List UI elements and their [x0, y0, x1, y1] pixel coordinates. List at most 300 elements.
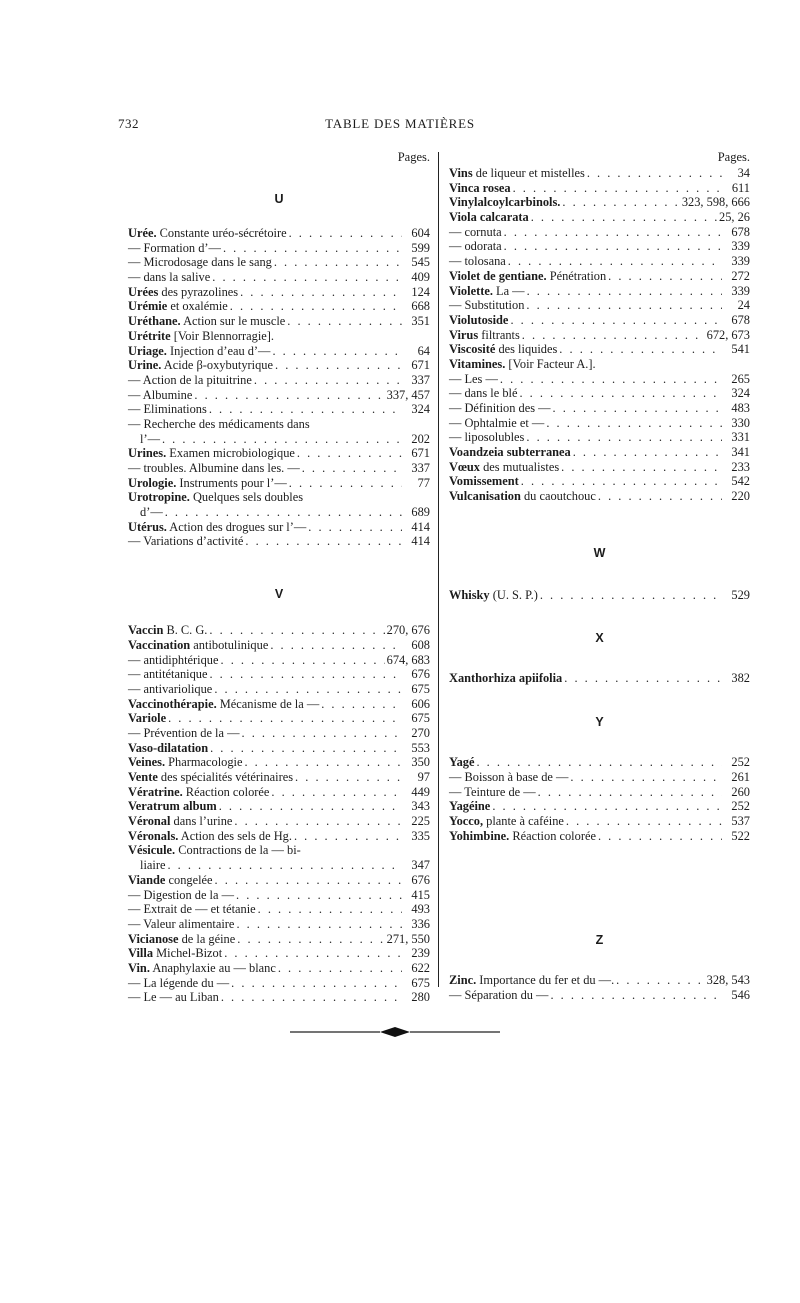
index-entry	[449, 829, 750, 844]
page-ref: 202	[411, 431, 430, 446]
entry-label	[449, 357, 596, 372]
page-ref: 553	[411, 740, 430, 755]
index-entry	[128, 241, 430, 256]
entry-label	[128, 697, 319, 712]
left-column	[128, 150, 430, 1005]
page-ref: 265	[731, 371, 750, 386]
page-ref: 678	[731, 224, 750, 239]
leader-dots	[212, 270, 402, 285]
page-ref: 522	[731, 828, 750, 843]
index-entry	[128, 697, 430, 712]
entry-text: antibotulinique	[190, 637, 269, 652]
section-spacer	[449, 947, 750, 973]
entry-head: Véronal	[128, 814, 171, 829]
entry-text: — tolosana	[449, 254, 506, 269]
entry-label	[449, 284, 525, 299]
entry-label	[449, 489, 596, 504]
index-entry	[128, 388, 430, 403]
index-entry	[449, 284, 750, 299]
index-entry	[128, 299, 430, 314]
page-ref: 330	[731, 415, 750, 430]
column-divider	[438, 152, 439, 987]
page-ref: 671	[411, 446, 430, 461]
section-spacer	[449, 504, 750, 546]
entry-label	[128, 226, 287, 241]
leader-dots	[492, 799, 722, 814]
page-ref: 409	[411, 270, 430, 285]
page-ref: 271, 550	[386, 931, 430, 946]
page-number: 732	[118, 116, 139, 131]
entry-label	[449, 195, 560, 210]
leader-dots	[587, 166, 722, 181]
entry-label	[449, 755, 474, 770]
page-ref: 545	[411, 255, 430, 270]
entry-label	[128, 270, 210, 285]
page-ref: 483	[731, 401, 750, 415]
page-ref: 622	[411, 960, 430, 975]
page-ref: 331	[731, 430, 750, 445]
page-ref: 546	[731, 988, 750, 1002]
section-spacer	[128, 166, 430, 192]
entry-head: Vinylalcoylcarbinols.	[449, 195, 561, 210]
leader-dots	[522, 328, 705, 343]
entry-text: Anaphylaxie au — blanc	[149, 960, 276, 975]
entry-text: Quelques sels doubles	[189, 490, 304, 505]
entry-head: Xanthorhiza apiifolia	[449, 670, 563, 685]
page-ref: 34	[737, 166, 750, 180]
index-entry	[128, 961, 430, 976]
index-entry	[128, 226, 430, 241]
leader-dots	[302, 461, 402, 476]
entry-text: — liposolubles	[449, 430, 525, 445]
entry-text: du caoutchouc	[520, 489, 596, 504]
entry-head: Urologie.	[128, 475, 177, 490]
entry-label	[128, 711, 166, 726]
leader-dots	[240, 285, 402, 300]
index-entry	[128, 446, 430, 461]
entry-label	[128, 476, 287, 491]
page-ref: 676	[411, 872, 430, 887]
leader-dots	[221, 990, 402, 1005]
entry-text: — La légende du —	[128, 975, 230, 990]
entry-label	[449, 313, 508, 328]
index-entry	[128, 490, 430, 505]
leader-dots	[242, 726, 403, 741]
index-entry	[449, 671, 750, 686]
section-letter-w: W	[593, 545, 606, 560]
page-ref: 689	[411, 505, 430, 520]
entry-text: Examen microbiologique	[166, 446, 295, 461]
page-ref: 341	[731, 445, 750, 460]
index-entry	[449, 328, 750, 343]
entry-label	[128, 417, 310, 432]
page-ref: 323, 598, 666	[681, 195, 750, 210]
index-entry	[449, 445, 750, 460]
entry-label	[449, 474, 519, 489]
leader-dots	[570, 770, 722, 785]
leader-dots	[275, 358, 402, 373]
leader-dots	[294, 829, 402, 844]
entry-label	[128, 255, 272, 270]
index-entry	[128, 358, 430, 373]
entry-label	[128, 329, 274, 344]
page-ref: 529	[731, 587, 750, 602]
index-entry	[128, 888, 430, 903]
index-entry	[128, 329, 430, 344]
leader-dots	[244, 755, 402, 770]
index-entry	[128, 255, 430, 270]
entry-head: Urémie	[128, 299, 168, 314]
section-letter-z: Z	[595, 933, 604, 948]
page-ref: 542	[731, 474, 750, 489]
index-entry	[449, 588, 750, 603]
page-ref: 537	[731, 813, 750, 828]
page-ref: 493	[411, 902, 430, 917]
index-entry	[128, 829, 430, 844]
page-ref: 337	[411, 372, 430, 387]
page-ref: 324	[411, 402, 430, 417]
index-entry	[128, 843, 430, 858]
page-ref: 608	[411, 637, 430, 652]
entry-label	[449, 460, 559, 475]
entry-label	[449, 785, 536, 800]
entry-text: — Formation d’—	[128, 240, 221, 255]
running-title: TABLE DES MATIÈRES	[325, 116, 475, 131]
page-ref: 449	[411, 784, 430, 799]
section-letter-x: X	[595, 630, 604, 645]
index-entry	[449, 254, 750, 269]
entry-label	[128, 534, 243, 549]
entry-text: — dans le blé	[449, 386, 518, 401]
page-ref: 124	[411, 284, 430, 299]
leader-dots	[510, 313, 722, 328]
leader-dots	[561, 460, 722, 475]
entry-label	[449, 588, 538, 603]
page-ref: 678	[731, 312, 750, 327]
index-entry	[449, 489, 750, 504]
leader-dots	[573, 445, 722, 460]
entry-text: (U. S. P.)	[489, 587, 538, 602]
leader-dots	[526, 430, 722, 445]
entry-text: d’—	[140, 505, 163, 520]
entry-label	[128, 638, 268, 653]
index-entry	[449, 181, 750, 196]
entry-text: — antitétanique	[128, 667, 208, 682]
page-ref: 252	[731, 755, 750, 770]
index-entry	[128, 314, 430, 329]
leader-dots	[608, 269, 722, 284]
entry-head: Voandzeia subterranea	[449, 445, 571, 460]
index-entry	[449, 313, 750, 328]
page-ref: 414	[411, 519, 430, 534]
leader-dots	[231, 976, 402, 991]
entry-text: — Prévention de la —	[128, 725, 240, 740]
index-entry	[128, 417, 430, 432]
index-entry	[449, 342, 750, 357]
entry-text: Michel-Bizot	[153, 946, 223, 961]
leader-dots	[513, 181, 722, 196]
entry-text: — dans la salive	[128, 270, 211, 285]
entry-text: Action sur le muscle	[180, 314, 286, 329]
page-ref: 675	[411, 681, 430, 696]
leader-dots	[272, 344, 402, 359]
entry-label	[128, 623, 207, 638]
entry-label	[128, 358, 273, 373]
entry-label	[128, 388, 192, 403]
leader-dots	[194, 388, 384, 403]
entry-head: Vins	[449, 166, 473, 180]
entry-text: Réaction colorée	[182, 784, 270, 799]
entry-label	[128, 976, 229, 991]
leader-dots	[236, 917, 402, 932]
entry-label	[128, 285, 238, 300]
index-entry	[128, 623, 430, 638]
entry-text: — Boisson à base de —	[449, 769, 569, 784]
index-entry	[449, 239, 750, 254]
entry-text: Action des sels de Hg.	[178, 828, 292, 843]
index-entry	[128, 902, 430, 917]
entry-head: Uriage.	[128, 343, 167, 358]
index-entry	[449, 785, 750, 800]
page-ref: 343	[411, 799, 430, 814]
entry-text: — Action de la pituitrine	[128, 372, 252, 387]
entry-text: des mutualistes	[479, 459, 560, 474]
entry-label	[128, 653, 219, 668]
index-entry	[449, 386, 750, 401]
leader-dots	[165, 505, 402, 520]
entry-text: — Ophtalmie et —	[449, 415, 545, 430]
entry-text: — troubles. Albumine dans les. —	[128, 461, 300, 475]
page-ref: 280	[411, 990, 430, 1005]
entry-head: Vœux	[449, 459, 480, 474]
leader-dots	[167, 858, 402, 873]
leader-dots	[270, 638, 402, 653]
leader-dots	[209, 623, 384, 638]
leader-dots	[598, 829, 722, 844]
entry-text: l’—	[140, 431, 160, 446]
entry-text: Mécanisme de la —	[216, 696, 320, 711]
leader-dots	[553, 401, 722, 416]
entry-label	[128, 814, 232, 829]
leader-dots	[504, 239, 722, 254]
index-entry	[449, 269, 750, 284]
page-ref: 337, 457	[386, 387, 430, 402]
index-entry	[449, 210, 750, 225]
entry-head: Vomissement	[449, 474, 519, 489]
page-ref: 220	[731, 489, 750, 504]
entry-text: — Séparation du —	[449, 988, 549, 1002]
page-ref: 339	[731, 239, 750, 254]
leader-dots	[519, 386, 722, 401]
entry-label	[140, 858, 165, 873]
entry-label	[449, 799, 490, 814]
entry-text: La —	[492, 283, 525, 298]
entry-head: Whisky	[449, 587, 490, 602]
index-entry	[128, 917, 430, 932]
section-spacer	[128, 601, 430, 623]
entry-text: Instruments pour l’—	[176, 475, 287, 490]
entry-text: des liquides	[495, 342, 558, 357]
leader-dots	[562, 195, 679, 210]
index-entry	[128, 990, 430, 1005]
entry-label	[128, 799, 217, 814]
index-entry	[128, 373, 430, 388]
index-entry	[449, 460, 750, 475]
page-ref: 239	[411, 946, 430, 961]
entry-label	[128, 682, 212, 697]
entry-head: Urées	[128, 284, 159, 299]
leader-dots	[221, 653, 385, 668]
leader-dots	[278, 961, 402, 976]
index-entry	[128, 534, 430, 549]
index-entry	[128, 344, 430, 359]
page-ref: 339	[731, 283, 750, 298]
index-entry	[128, 726, 430, 741]
leader-dots	[527, 284, 722, 299]
leader-dots	[287, 314, 402, 329]
index-entry	[128, 461, 430, 476]
leader-dots	[504, 225, 722, 240]
section-letter-y: Y	[595, 715, 604, 730]
page-ref: 328, 543	[706, 973, 750, 988]
section-spacer	[449, 843, 750, 933]
entry-text: — antidiphtérique	[128, 652, 219, 667]
page-ref: 674, 683	[386, 652, 430, 667]
index-entry	[128, 755, 430, 770]
page-ref: 675	[411, 711, 430, 726]
leader-dots	[210, 741, 402, 756]
entry-label	[449, 445, 571, 460]
entry-text: — Albumine	[128, 387, 193, 402]
index-entry	[128, 682, 430, 697]
leader-dots	[215, 873, 402, 888]
index-entry	[449, 372, 750, 387]
leader-dots	[500, 372, 722, 387]
entry-head: Viande	[128, 872, 166, 887]
index-entry	[449, 225, 750, 240]
entry-text: — Les —	[449, 371, 498, 386]
page-ref: 225	[411, 814, 430, 829]
entry-text: filtrants	[478, 327, 520, 342]
entry-label	[128, 667, 207, 682]
page-ref: 671	[411, 358, 430, 373]
entry-head: Veines.	[128, 755, 166, 770]
entry-label	[449, 254, 506, 269]
entry-head: Viscosité	[449, 342, 496, 357]
entry-text: Action des drogues sur l’—	[166, 519, 307, 534]
entry-label	[449, 166, 585, 181]
index-entry	[128, 270, 430, 285]
leader-dots	[234, 814, 402, 829]
page-ref: 351	[411, 314, 430, 329]
entry-label	[128, 888, 234, 903]
leader-dots	[559, 342, 722, 357]
section-spacer	[449, 560, 750, 588]
entry-head: Violette.	[449, 283, 493, 298]
page-ref: 675	[411, 975, 430, 990]
leader-dots	[289, 226, 402, 241]
entry-text: de la géine	[178, 931, 236, 946]
entry-text: — Digestion de la —	[128, 887, 234, 902]
leader-dots	[297, 446, 402, 461]
entry-label	[128, 990, 219, 1005]
index-entry	[128, 711, 430, 726]
leader-dots	[274, 255, 402, 270]
entry-text: Acide β-oxybutyrique	[161, 358, 273, 373]
entry-head: Vératrine.	[128, 784, 183, 799]
leader-dots	[531, 210, 717, 225]
entry-head: Yagé	[449, 755, 475, 770]
page-ref: 337	[411, 461, 430, 475]
entry-text: Réaction colorée	[509, 828, 596, 843]
page-ref: 676	[411, 667, 430, 682]
entry-label	[449, 401, 551, 416]
page-ref: 606	[411, 696, 430, 711]
entry-label	[140, 432, 160, 447]
page-ref: 415	[411, 887, 430, 902]
entry-label	[128, 961, 276, 976]
entry-label	[128, 770, 293, 785]
entry-text: Pénétration	[546, 268, 607, 283]
entry-text: [Voir Facteur A.].	[505, 356, 596, 371]
entry-label	[449, 973, 614, 988]
page-ref: 252	[731, 799, 750, 814]
leader-dots	[550, 988, 722, 1003]
index-entry	[449, 430, 750, 445]
entry-text: — Le — au Liban	[128, 990, 219, 1005]
entry-label	[128, 932, 235, 947]
entry-head: Yocco,	[449, 813, 484, 828]
entry-head: Violutoside	[449, 312, 509, 327]
page-ref: 233	[731, 459, 750, 474]
index-entry	[128, 932, 430, 947]
page-ref: 77	[417, 475, 430, 490]
entry-label	[449, 181, 511, 196]
page-ref: 24	[737, 298, 750, 313]
leader-dots	[564, 671, 722, 686]
page-ref: 272	[731, 268, 750, 283]
entry-label	[128, 446, 295, 461]
entry-label	[128, 873, 213, 888]
entry-text: dans l’urine	[170, 814, 233, 829]
leader-dots	[209, 402, 402, 417]
leader-dots	[162, 432, 402, 447]
entry-head: Virus	[449, 327, 479, 342]
page-ref: 347	[411, 858, 430, 873]
entry-label	[128, 843, 301, 858]
entry-head: Véronals.	[128, 828, 179, 843]
entry-label	[449, 386, 517, 401]
entry-label	[128, 299, 228, 314]
index-entry	[128, 946, 430, 961]
entry-text: — odorata	[449, 239, 502, 254]
entry-text: liaire	[140, 858, 166, 873]
entry-head: Vulcanisation	[449, 489, 521, 504]
page-ref: 64	[417, 343, 430, 358]
leader-dots	[616, 973, 704, 988]
page-ref: 414	[411, 534, 430, 549]
entry-head: Vente	[128, 770, 158, 784]
entry-head: Yohimbine.	[449, 828, 510, 843]
leader-dots	[271, 785, 402, 800]
index-entry	[128, 785, 430, 800]
entry-head: Vaso-dilatation	[128, 740, 209, 755]
entry-label	[449, 239, 502, 254]
entry-head: Zinc.	[449, 973, 477, 988]
leader-dots	[168, 711, 402, 726]
entry-text: — cornuta	[449, 224, 502, 239]
page-ref: 260	[731, 784, 750, 799]
